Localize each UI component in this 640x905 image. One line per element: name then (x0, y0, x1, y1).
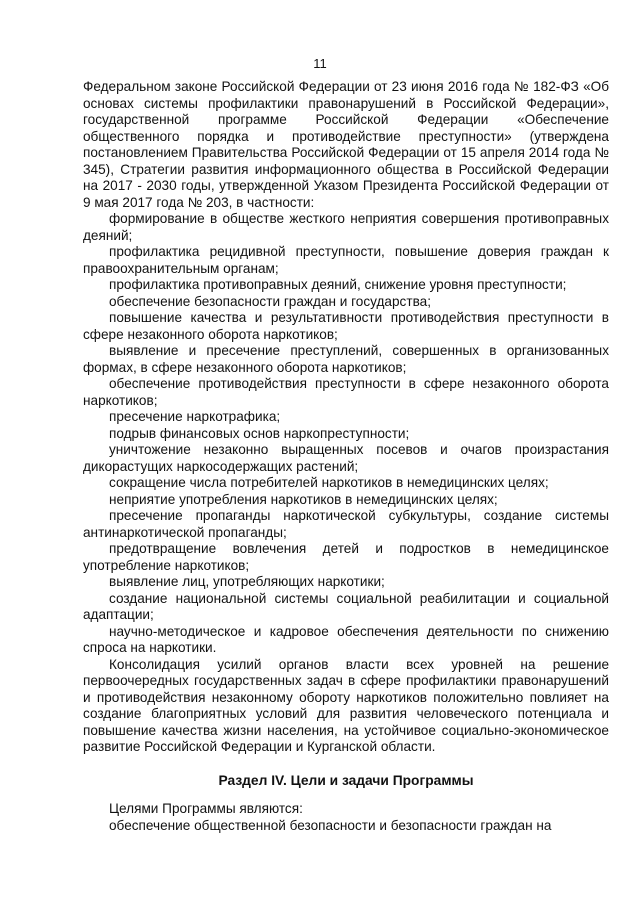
list-item: выявление и пресечение преступлений, совершенных в организованных формах, в сфере незаконного оборота наркотиков; (83, 343, 609, 375)
list-item: обеспечение противодействия преступности в сфере незаконного оборота наркотиков; (83, 376, 609, 408)
document-body (83, 79, 609, 834)
list-item: пресечение пропаганды наркотической субкультуры, создание системы антинаркотической пропаганды; (83, 508, 609, 540)
list-item: профилактика противоправных деяний, снижение уровня преступности; (109, 277, 567, 292)
list-item: предотвращение вовлечения детей и подростков в немедицинское употребление наркотиков; (83, 541, 609, 573)
list-item: сокращение числа потребителей наркотиков в немедицинских целях; (109, 475, 549, 490)
consolidation-paragraph: Консолидация усилий органов власти всех уровней на решение первоочередных государственных задач в сфере профилактики правонарушений и противодействия незаконному обороту наркотиков положительно повлияет на создание благоприятных условий для развития человеческого потенциала и повышение качества жизни населения, на устойчивое социально-экономическое развитие Российской Федерации и Курганской области. (83, 656, 609, 754)
section-heading: Раздел IV. Цели и задачи Программы (218, 772, 474, 788)
list-item: уничтожение незаконно выращенных посевов и очагов произрастания дикорастущих наркосодержащих растений; (83, 442, 609, 474)
list-item: выявление лиц, употребляющих наркотики; (109, 574, 385, 589)
list-item: научно-методическое и кадровое обеспечения деятельности по снижению спроса на наркотики. (83, 623, 609, 655)
page-number: 11 (313, 56, 327, 71)
list-item: повышение качества и результативности противодействия преступности в сфере незаконного оборота наркотиков; (83, 310, 609, 342)
list-item: формирование в обществе жесткого неприятия совершения противоправных деяний; (83, 211, 609, 243)
list-item: подрыв финансовых основ наркопреступности; (109, 425, 410, 441)
list-item: обеспечение безопасности граждан и государства; (109, 293, 431, 309)
intro-paragraph: Федеральном законе Российской Федерации от 23 июня 2016 года № 182-ФЗ «Об основах системы профилактики правонарушений в Российской Федерации», государственной программе Российской Федерации «Обеспечение общественного порядка и противодействие преступности» (утверждена постановлением Правительства Российской Федерации от 15 апреля 2014 года № 345), Стратегии развития информационного общества в Российской Федерации на 2017 - 2030 годы, утвержденной Указом Президента Российской Федерации от 9 мая 2017 года № 203, в частности: (83, 79, 609, 210)
list-item: пресечение наркотрафика; (109, 409, 281, 424)
goals-intro: Целями Программы являются: (109, 801, 303, 816)
list-item: профилактика рецидивной преступности, повышение доверия граждан к правоохранительным органам; (83, 244, 609, 276)
list-item: создание национальной системы социальной реабилитации и социальной адаптации; (83, 590, 609, 622)
list-item: неприятие употребления наркотиков в немедицинских целях; (109, 491, 498, 507)
goals-first-item: обеспечение общественной безопасности и безопасности граждан на (109, 817, 552, 833)
